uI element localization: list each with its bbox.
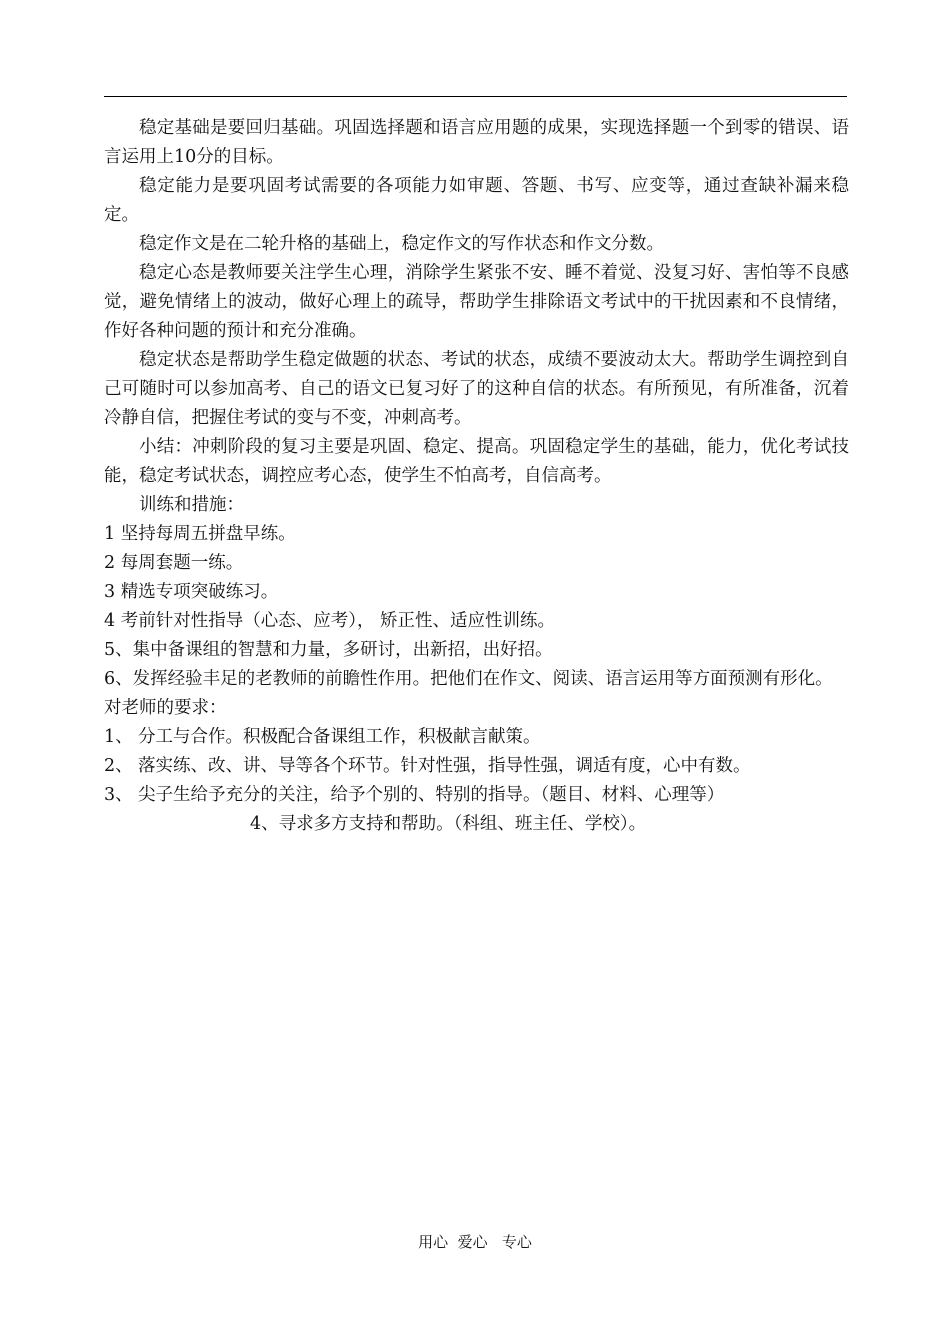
measure-item: 4 考前针对性指导（心态、应考）， 矫正性、适应性训练。 xyxy=(104,611,556,631)
paragraph-stable-ability: 稳定能力是要巩固考试需要的各项能力如审题、答题、书写、应变等，通过查缺补漏来稳定。 xyxy=(104,176,849,225)
paragraph-summary: 小结：冲刺阶段的复习主要是巩固、稳定、提高。巩固稳定学生的基础，能力，优化考试技能，稳定考试状态，调控应考心态，使学生不怕高考，自信高考。 xyxy=(104,437,849,486)
requirement-item xyxy=(104,723,849,752)
measure-item: 6、发挥经验丰足的老教师的前瞻性作用。把他们在作文、阅读、语言运用等方面预测有形化。 xyxy=(104,669,833,689)
paragraph-stable-mindset: 稳定心态是教师要关注学生心理，消除学生紧张不安、睡不着觉、没复习好、害怕等不良感觉，避免情绪上的波动，做好心理上的疏导，帮助学生排除语文考试中的干扰因素和不良情绪，作好各种问题的预计和充分准确。 xyxy=(104,263,849,341)
paragraph-stable-state: 稳定状态是帮助学生稳定做题的状态、考试的状态，成绩不要波动太大。帮助学生调控到自己可随时可以参加高考、自己的语文已复习好了的这种自信的状态。有所预见，有所准备，沉着冷静自信，把握住考试的变与不变，冲刺高考。 xyxy=(104,350,849,428)
document-body xyxy=(104,114,849,839)
measure-item: 5、集中备课组的智慧和力量，多研讨，出新招，出好招。 xyxy=(104,640,553,660)
paragraph-stable-composition: 稳定作文是在二轮升格的基础上，稳定作文的写作状态和作文分数。 xyxy=(139,234,664,254)
requirement-text: 分工与合作。积极配合备课组工作，积极献言献策。 xyxy=(138,727,541,747)
header-rule xyxy=(104,96,847,97)
measure-item: 1 坚持每周五拼盘早练。 xyxy=(104,524,296,544)
requirement-item-last: 4、寻求多方支持和帮助。（科组、班主任、学校）。 xyxy=(250,814,647,834)
requirement-number: 2、 xyxy=(104,756,133,776)
requirement-number: 1、 xyxy=(104,727,133,747)
requirement-text: 尖子生给予充分的关注，给予个别的、特别的指导。（题目、材料、心理等） xyxy=(138,785,725,805)
requirement-item xyxy=(104,752,849,781)
requirement-item xyxy=(104,781,849,810)
measure-item: 2 每周套题一练。 xyxy=(104,553,244,573)
measure-item: 3 精选专项突破练习。 xyxy=(104,582,279,602)
requirement-text: 落实练、改、讲、导等各个环节。针对性强，指导性强，调适有度，心中有数。 xyxy=(138,756,751,776)
paragraph-stable-foundation: 稳定基础是要回归基础。巩固选择题和语言应用题的成果，实现选择题一个到零的错误、语言运用上10分的目标。 xyxy=(104,118,849,167)
requirement-number: 3、 xyxy=(104,785,133,805)
page-footer: 用心 爱心 专心 xyxy=(418,1233,532,1251)
requirements-heading: 对老师的要求： xyxy=(104,698,227,718)
measures-heading: 训练和措施： xyxy=(139,495,244,515)
